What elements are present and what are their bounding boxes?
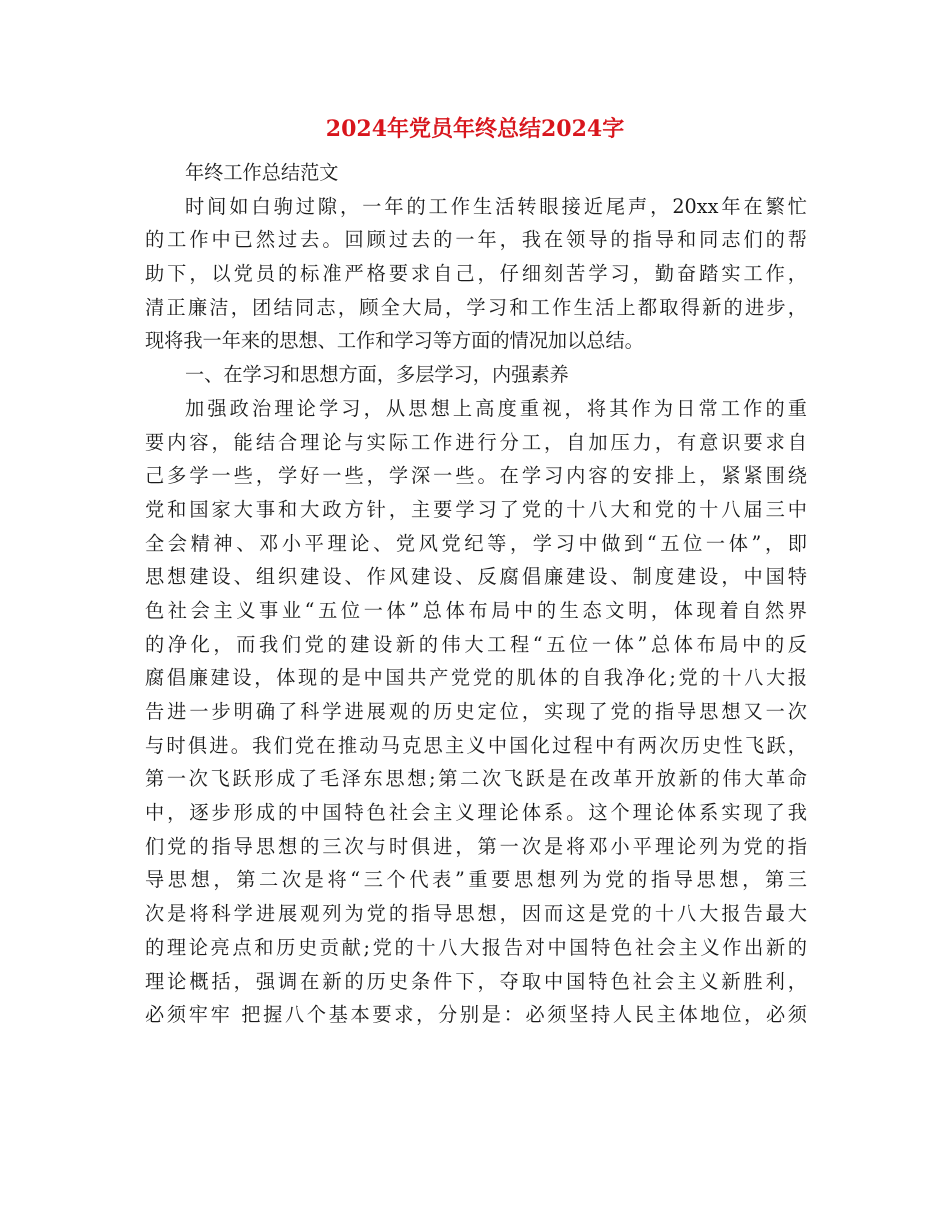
text-line: 第一次飞跃形成了毛泽东思想;第二次飞跃是在改革开放新的伟大革命 (145, 767, 807, 791)
text-line: 与时俱进。我们党在推动马克思主义中国化过程中有两次历史性飞跃， (145, 733, 807, 757)
text-line: 次是将科学进展观列为党的指导思想，因而这是党的十八大报告最大 (145, 902, 807, 926)
document-title: 2024年党员年终总结2024字 (325, 116, 625, 142)
document-body (145, 156, 807, 1032)
text-line: 中，逐步形成的中国特色社会主义理论体系。这个理论体系实现了我 (145, 801, 807, 825)
text-line: 一、在学习和思想方面，多层学习，内强素养 (185, 363, 569, 387)
text-line: 导思想，第二次是将“三个代表”重要思想列为党的指导思想，第三 (145, 868, 807, 892)
text-line: 理论概括，强调在新的历史条件下，夺取中国特色社会主义新胜利， (145, 969, 807, 993)
text-line: 现将我一年来的思想、工作和学习等方面的情况加以总结。 (145, 329, 644, 353)
text-line: 的净化，而我们党的建设新的伟大工程“五位一体”总体布局中的反 (145, 632, 807, 656)
text-line: 的理论亮点和历史贡献;党的十八大报告对中国特色社会主义作出新的 (145, 935, 807, 959)
text-line: 己多学一些，学好一些，学深一些。在学习内容的安排上，紧紧围绕 (145, 464, 807, 488)
text-line: 时间如白驹过隙，一年的工作生活转眼接近尾声，20xx年在繁忙 (185, 194, 807, 218)
text-line: 们党的指导思想的三次与时俱进，第一次是将邓小平理论列为党的指 (145, 834, 807, 858)
text-line: 全会精神、邓小平理论、党风党纪等，学习中做到“五位一体”，即 (145, 531, 807, 555)
text-line: 年终工作总结范文 (185, 161, 339, 184)
text-line: 加强政治理论学习，从思想上高度重视，将其作为日常工作的重 (185, 396, 807, 420)
text-line: 告进一步明确了科学进展观的历史定位，实现了党的指导思想又一次 (145, 700, 807, 723)
text-line: 要内容，能结合理论与实际工作进行分工，自加压力，有意识要求自 (145, 430, 807, 454)
text-line: 的工作中已然过去。回顾过去的一年，我在领导的指导和同志们的帮 (145, 228, 807, 252)
text-line: 清正廉洁，团结同志，顾全大局，学习和工作生活上都取得新的进步， (145, 295, 807, 319)
text-line: 必须牢牢 把握八个基本要求，分别是：必须坚持人民主体地位，必须 (145, 1003, 807, 1027)
text-line: 党和国家大事和大政方针，主要学习了党的十八大和党的十八届三中 (145, 497, 807, 521)
text-line: 腐倡廉建设，体现的是中国共产党党的肌体的自我净化;党的十八大报 (145, 666, 807, 690)
text-line: 思想建设、组织建设、作风建设、反腐倡廉建设、制度建设，中国特 (145, 565, 807, 589)
text-line: 色社会主义事业“五位一体”总体布局中的生态文明，体现着自然界 (145, 598, 807, 622)
text-line: 助下，以党员的标准严格要求自己，仔细刻苦学习，勤奋踏实工作， (145, 262, 807, 286)
